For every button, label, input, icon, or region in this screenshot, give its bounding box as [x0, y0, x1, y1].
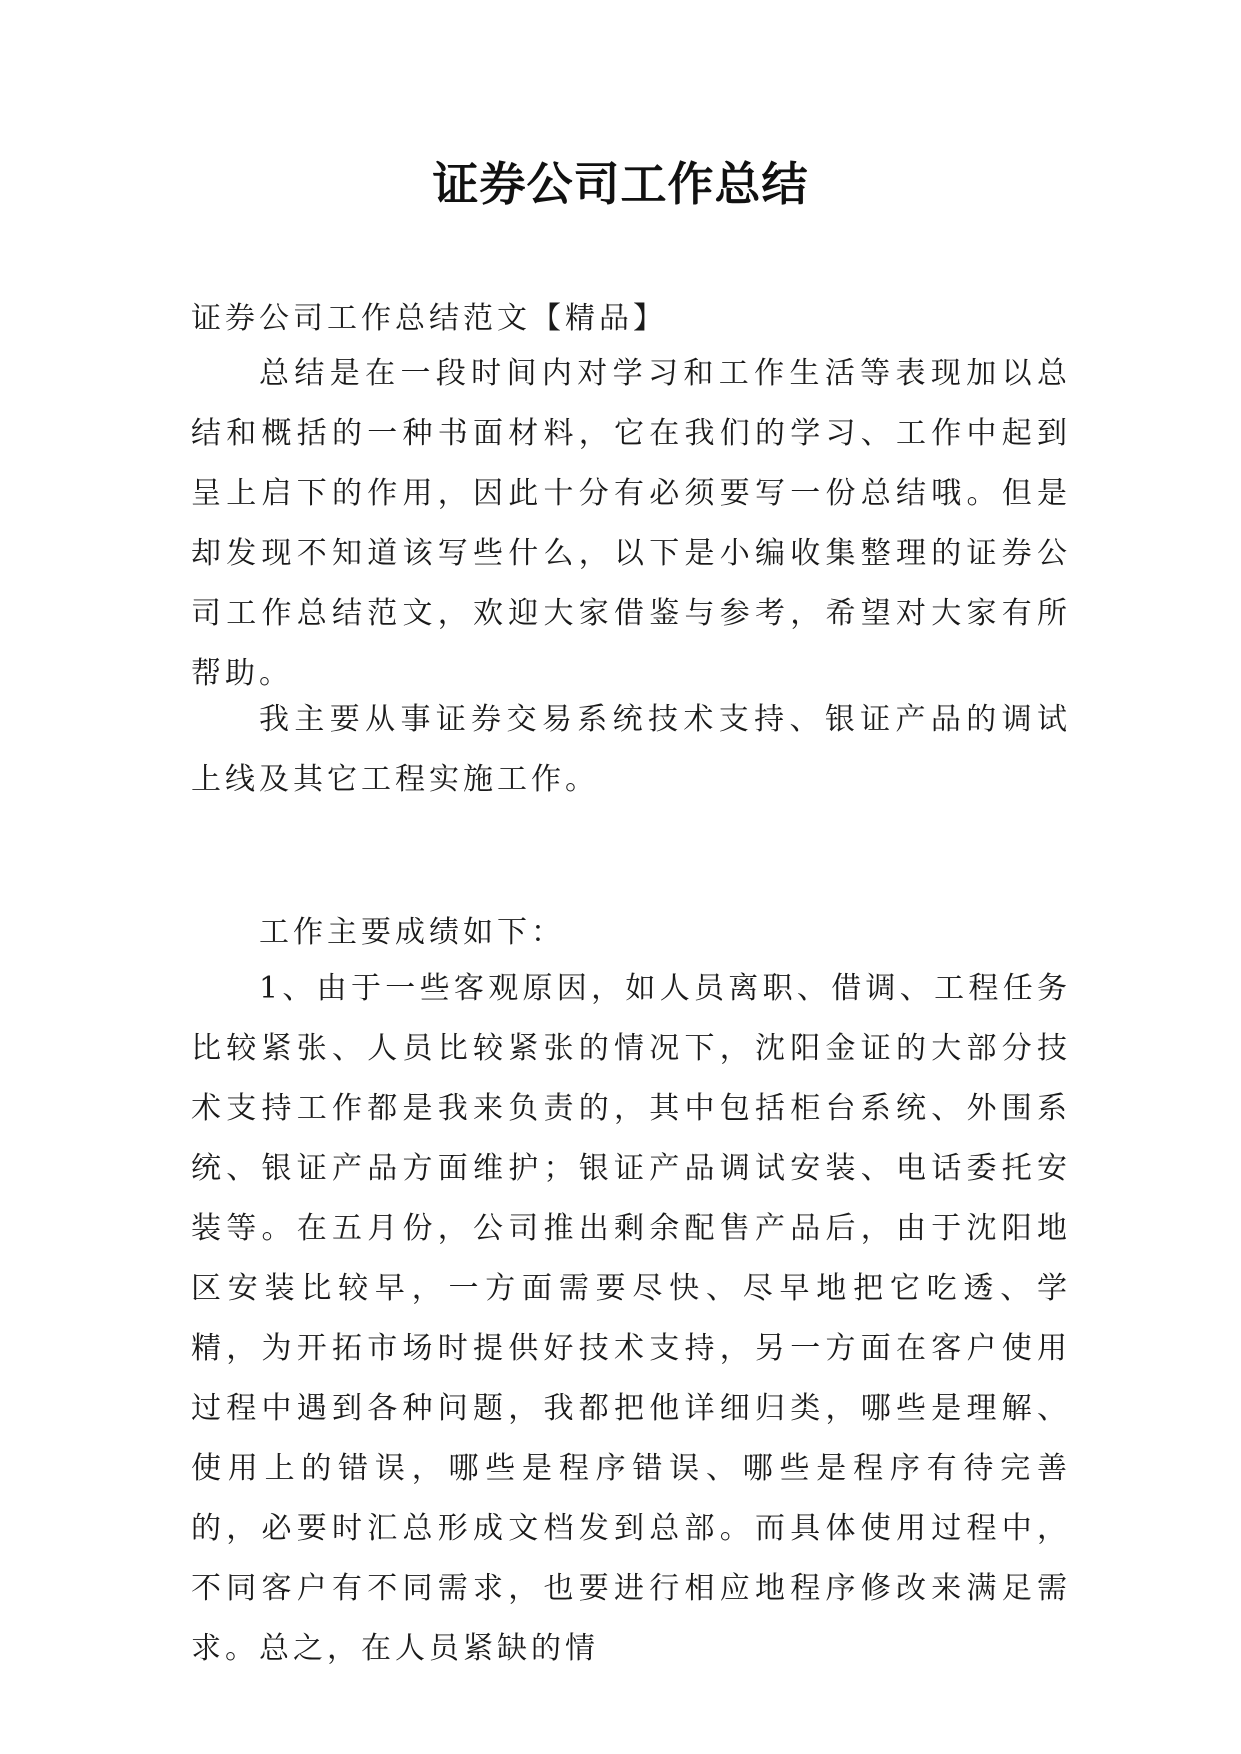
intro-paragraph: 总结是在一段时间内对学习和工作生活等表现加以总结和概括的一种书面材料，它在我们的学习、工作中起到呈上启下的作用，因此十分有必须要写一份总结哦。但是却发现不知道该写些什么，以下是小编收集整理的证券公司工作总结范文，欢迎大家借鉴与参考，希望对大家有所帮助。 [191, 356, 1071, 691]
document-subtitle: 证券公司工作总结范文【精品】 [191, 301, 667, 336]
document-title: 证券公司工作总结 [432, 157, 809, 211]
achievement-item-1: 1、由于一些客观原因，如人员离职、借调、工程任务比较紧张、人员比较紧张的情况下，沈阳金证的大部分技术支持工作都是我来负责的，其中包括柜台系统、外围系统、银证产品方面维护；银证产品调试安装、电话委托安装等。在五月份，公司推出剩余配售产品后，由于沈阳地区安装比较早，一方面需要尽快、尽早地把它吃透、学精，为开拓市场时提供好技术支持，另一方面在客户使用过程中遇到各种问题，我都把他详细归类，哪些是理解、使用上的错误，哪些是程序错误、哪些是程序有待完善的，必要时汇总形成文档发到总部。而具体使用过程中，不同客户有不同需求，也要进行相应地程序修改来满足需求。总之，在人员紧缺的情 [191, 971, 1071, 1666]
achievements-heading: 工作主要成绩如下： [259, 915, 565, 950]
role-paragraph: 我主要从事证券交易系统技术支持、银证产品的调试上线及其它工程实施工作。 [191, 702, 1071, 797]
